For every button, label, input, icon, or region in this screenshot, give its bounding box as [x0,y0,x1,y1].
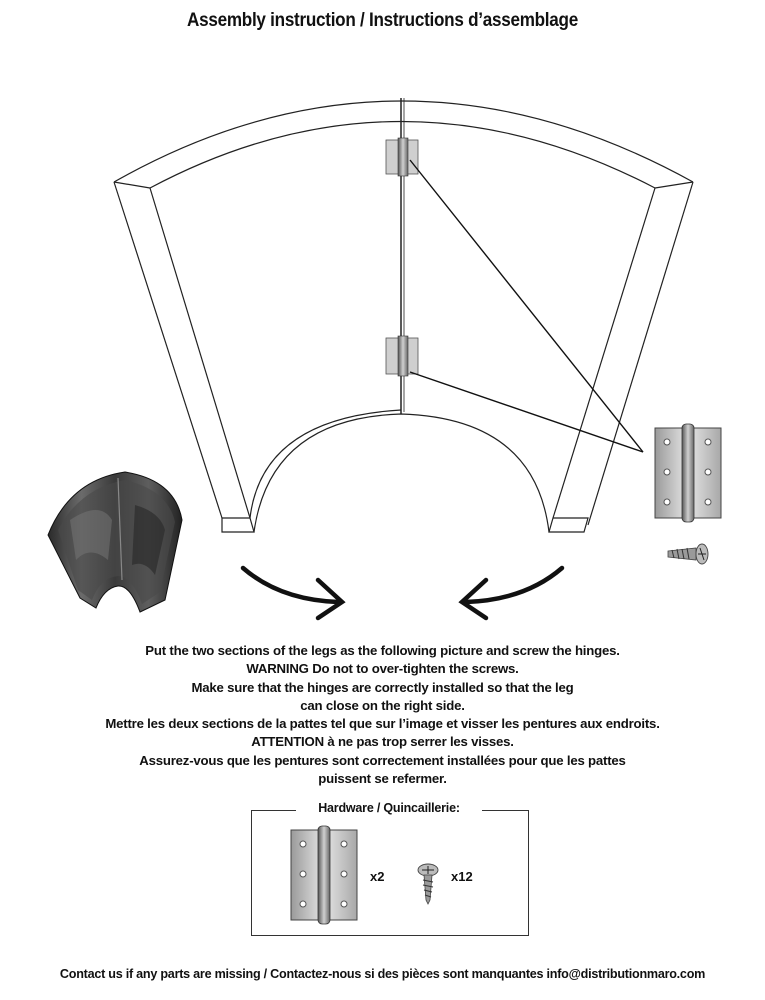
hardware-title: Hardware / Quincaillerie: [318,801,460,815]
instruction-line-fr: Mettre les deux sections de la pattes tel que sur l’image et visser les pentures aux endroits. [105,716,660,732]
hinge-quantity: x2 [370,869,385,884]
screw-quantity: x12 [451,869,473,884]
frame-hinge-bottom [386,336,418,376]
instruction-line-fr: puissent se refermer. [318,771,447,787]
instruction-line-fr: Assurez-vous que les pentures sont correctement installées pour que les pattes [139,752,626,768]
frame-hinge-top [386,138,418,176]
page-title: Assembly instruction / Instructions d’assemblage [187,10,578,31]
hardware-box [251,810,529,936]
screw-icon [668,544,708,564]
contact-footer: Contact us if any parts are missing / Contactez-nous si des pièces sont manquantes info@distributionmaro.com [59,967,706,981]
folded-leg-icon [48,472,182,612]
hinge-icon [655,424,721,522]
arrow-right-icon [243,568,342,618]
warning-line-fr: ATTENTION à ne pas trop serrer les visses. [251,734,514,750]
instructions-text [40,642,725,788]
instruction-line: can close on the right side. [300,697,465,713]
instruction-line: Make sure that the hinges are correctly installed so that the leg [191,679,574,695]
instruction-line: Put the two sections of the legs as the following picture and screw the hinges. [145,643,620,658]
arrow-left-icon [462,568,562,618]
warning-line: WARNING Do not to over-tighten the screws. [246,661,519,677]
